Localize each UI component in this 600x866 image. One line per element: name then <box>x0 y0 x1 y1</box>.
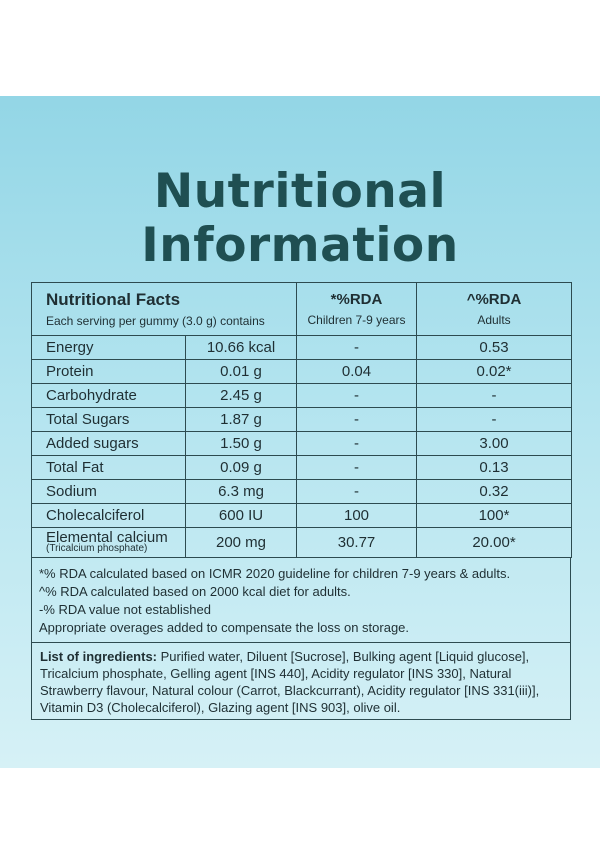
table-row <box>32 480 572 504</box>
nutrient-name: Protein <box>32 360 186 384</box>
nutrient-name: Added sugars <box>32 432 186 456</box>
nutrient-name: Sodium <box>32 480 186 504</box>
nutrient-amount: 2.45 g <box>186 384 297 408</box>
nutrient-name <box>32 528 186 558</box>
rda-adults-value: - <box>417 408 572 432</box>
note-line: ^% RDA calculated based on 2000 kcal diet for adults. <box>39 584 351 599</box>
rda-children-value: - <box>297 384 417 408</box>
rda-children-value: - <box>297 456 417 480</box>
table-row <box>32 336 572 360</box>
rda-adults-value: 0.13 <box>417 456 572 480</box>
title-line-2: Information <box>141 218 459 273</box>
ingredients-text: Purified water, Diluent [Sucrose], Bulking agent [Liquid glucose], Tricalcium phosphate, Gelling agent [INS 440], Acidity regulator [INS 330], Natural Strawberry flavour, Natural colour (Carrot, Blackcurrant), Acidity regulator [INS 331(iii)], Vitamin D3 (Cholecalciferol), Glazing agent [INS 903], olive oil. <box>40 649 540 715</box>
rda-adults-value: 0.32 <box>417 480 572 504</box>
nutrient-amount: 1.87 g <box>186 408 297 432</box>
rda-children-value: 30.77 <box>297 528 417 558</box>
ingredients-label: List of ingredients: <box>40 649 157 664</box>
table-row <box>32 504 572 528</box>
rda-children-value: 0.04 <box>297 360 417 384</box>
nutrient-name: Carbohydrate <box>32 384 186 408</box>
note-line: Appropriate overages added to compensate the loss on storage. <box>39 620 410 635</box>
rda-children-value: - <box>297 408 417 432</box>
nutrient-amount: 6.3 mg <box>186 480 297 504</box>
rda-adults-value: - <box>417 384 572 408</box>
nutrient-amount: 1.50 g <box>186 432 297 456</box>
rda-adults-value: 20.00* <box>417 528 572 558</box>
nutrient-name: Energy <box>32 336 186 360</box>
nutrient-amount: 0.01 g <box>186 360 297 384</box>
nutrient-amount: 200 mg <box>186 528 297 558</box>
nutrient-amount: 10.66 kcal <box>186 336 297 360</box>
table-row <box>32 432 572 456</box>
nutrient-name-sub: (Tricalcium phosphate) <box>46 543 148 554</box>
ingredients-list <box>31 643 571 720</box>
header-nutritional-facts <box>32 283 297 336</box>
nutrient-amount: 0.09 g <box>186 456 297 480</box>
header-rda-children: *%RDA Children 7-9 years <box>297 283 417 336</box>
nutrient-name: Total Fat <box>32 456 186 480</box>
rda-adults-value: 0.02* <box>417 360 572 384</box>
rda-notes <box>31 557 571 643</box>
nutrition-facts-table <box>31 282 572 558</box>
header-serving: Each serving per gummy (3.0 g) contains <box>46 314 265 328</box>
note-line: -% RDA value not established <box>39 602 211 617</box>
nutrient-name-main: Elemental calcium <box>46 529 168 546</box>
header-rda-adults: ^%RDA Adults <box>417 283 572 336</box>
rda-children-value: 100 <box>297 504 417 528</box>
nutrient-amount: 600 IU <box>186 504 297 528</box>
nutrient-name: Cholecalciferol <box>32 504 186 528</box>
rda-adults-value: 0.53 <box>417 336 572 360</box>
table-header-row <box>32 283 572 336</box>
table-row <box>32 528 572 558</box>
table-row <box>32 456 572 480</box>
nutrient-name: Total Sugars <box>32 408 186 432</box>
rda-children-value: - <box>297 336 417 360</box>
note-line: *% RDA calculated based on ICMR 2020 guideline for children 7-9 years & adults. <box>39 566 511 581</box>
header-title: Nutritional Facts <box>46 290 181 309</box>
table-row <box>32 360 572 384</box>
table-row <box>32 408 572 432</box>
rda-adults-value: 3.00 <box>417 432 572 456</box>
rda-children-value: - <box>297 432 417 456</box>
rda-adults-value: 100* <box>417 504 572 528</box>
page-title <box>0 165 600 273</box>
rda-children-value: - <box>297 480 417 504</box>
title-line-1: Nutritional <box>153 164 447 219</box>
table-row <box>32 384 572 408</box>
